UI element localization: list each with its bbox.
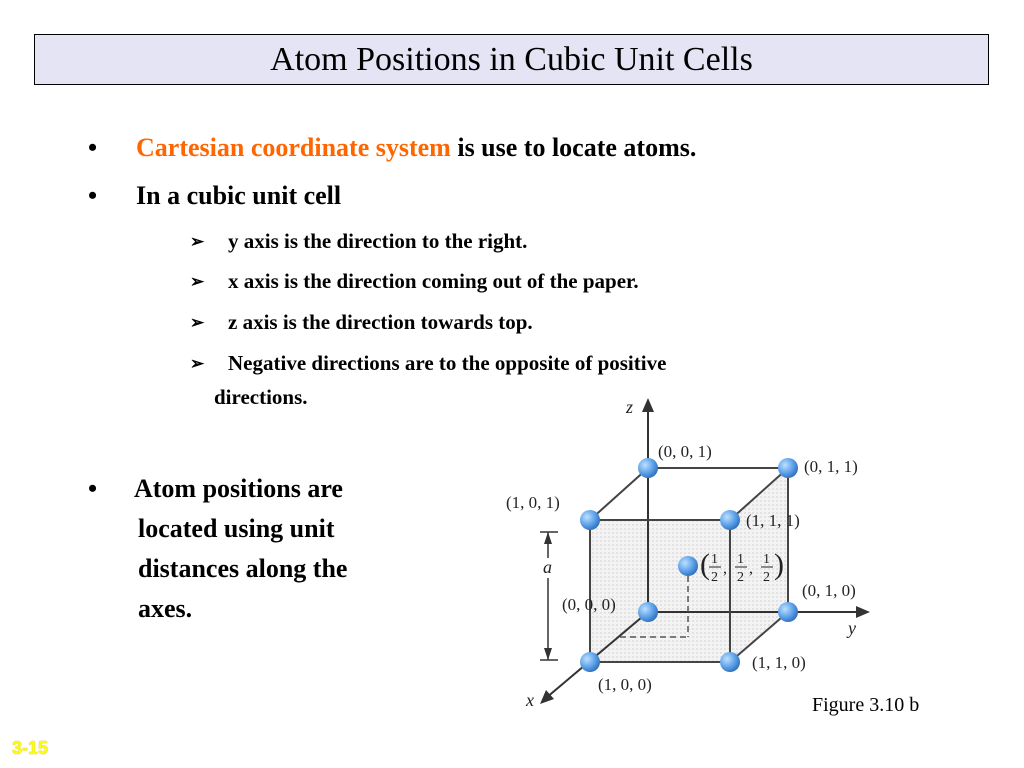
bullet-1-rest: is use to locate atoms.: [450, 133, 697, 162]
slide-title: Atom Positions in Cubic Unit Cells: [270, 40, 753, 78]
center-num-2: 1: [737, 552, 744, 567]
label-100: (1, 0, 0): [598, 675, 652, 694]
atom-010: [778, 602, 798, 622]
center-comma-1: ,: [723, 560, 727, 577]
atom-100: [580, 652, 600, 672]
center-comma-2: ,: [749, 560, 753, 577]
z-axis-arrow-icon: [642, 398, 654, 412]
y-axis-arrow-icon: [856, 606, 870, 618]
sub-bullet-3-text: z axis is the direction towards top.: [228, 310, 533, 334]
label-111: (1, 1, 1): [746, 511, 800, 530]
center-num-3: 1: [763, 552, 770, 567]
bullet-3-line3: distances along the: [138, 554, 348, 583]
bullet-2-text: In a cubic unit cell: [136, 181, 342, 210]
label-001: (0, 0, 1): [658, 442, 712, 461]
arrow-bullet-icon: ➢: [190, 354, 205, 373]
edge-label: a: [543, 557, 552, 577]
sub-bullet-1-text: y axis is the direction to the right.: [228, 229, 528, 253]
atom-001: [638, 458, 658, 478]
figure-caption: Figure 3.10 b: [812, 694, 920, 716]
label-010: (0, 1, 0): [802, 581, 856, 600]
dimension-arrow-bottom-icon: [544, 648, 552, 660]
center-den-2: 2: [737, 570, 744, 585]
bullet-dot: •: [88, 474, 98, 503]
center-paren-open: (: [700, 548, 710, 581]
arrow-bullet-icon: ➢: [190, 313, 205, 332]
arrow-bullet-icon: ➢: [190, 272, 205, 291]
atom-011: [778, 458, 798, 478]
atom-center: [678, 556, 698, 576]
center-paren-close: ): [774, 548, 784, 581]
center-den-3: 2: [763, 570, 770, 585]
slide-number: 3-15: [12, 738, 49, 758]
edge-dimension: [540, 532, 558, 660]
label-110: (1, 1, 0): [752, 653, 806, 672]
atom-000: [638, 602, 658, 622]
dimension-arrow-top-icon: [544, 532, 552, 544]
bullet-3-line1: Atom positions are: [134, 474, 343, 503]
bullet-3-line4: axes.: [138, 594, 193, 623]
sub-bullet-4-line2: directions.: [214, 385, 308, 409]
arrow-bullet-icon: ➢: [190, 232, 205, 251]
atom-101: [580, 510, 600, 530]
atom-110: [720, 652, 740, 672]
y-axis-label: y: [848, 618, 856, 638]
center-den-1: 2: [711, 570, 718, 585]
z-axis-label: z: [626, 397, 634, 417]
x-axis-label: x: [526, 690, 534, 710]
bullet-1-accent: Cartesian coordinate system: [136, 133, 451, 162]
label-101: (1, 0, 1): [506, 493, 560, 512]
label-000: (0, 0, 0): [562, 595, 616, 614]
label-011: (0, 1, 1): [804, 457, 858, 476]
sub-bullet-4-line1: Negative directions are to the opposite of positive: [228, 351, 667, 375]
bullet-dot: •: [88, 133, 98, 162]
bullet-3-line2: located using unit: [138, 514, 335, 543]
bullet-dot: •: [88, 181, 98, 210]
atom-111: [720, 510, 740, 530]
sub-bullet-2-text: x axis is the direction coming out of the paper.: [228, 269, 639, 293]
center-num-1: 1: [711, 552, 718, 567]
